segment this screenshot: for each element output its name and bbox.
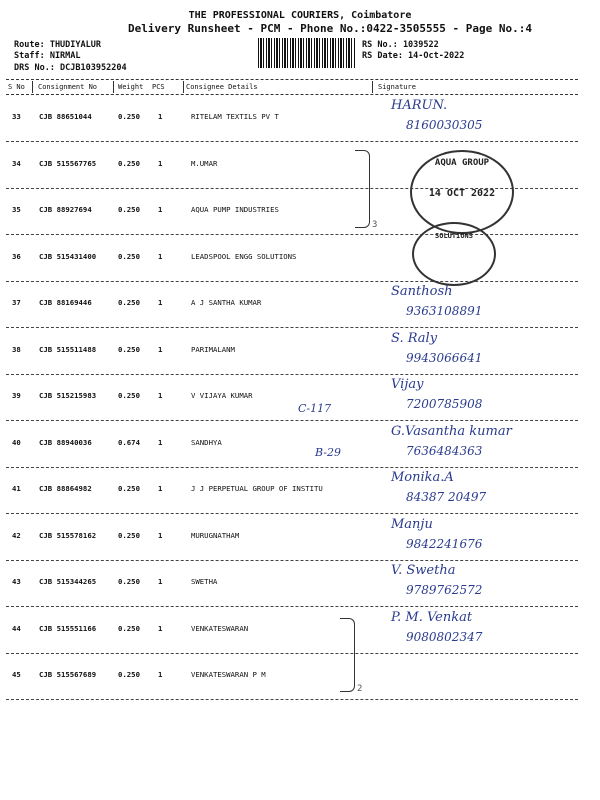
signature-name: Vijay [391,377,424,392]
col-signature: Signature [378,83,416,91]
leadspool-stamp: SOLUTIONS [412,222,496,286]
bracket-34-35 [355,150,370,228]
pcs: 1 [158,205,163,214]
pcs: 1 [158,623,163,633]
annotation-b29: B-29 [315,446,342,459]
weight: 0.250 [118,577,140,586]
weight: 0.674 [118,437,140,447]
signature-name: G.Vasantha kumar [391,423,512,439]
signature-phone: 84387 20497 [406,490,487,504]
weight: 0.250 [118,484,140,493]
sno: 39 [12,391,21,400]
signature-phone: 7636484363 [406,443,483,458]
col-consignee: Consignee Details [186,83,258,91]
consignee-name: MURUGNATHAM [191,530,240,540]
consignee-name: A J SANTHA KUMAR [191,298,262,307]
signature-phone: 9080802347 [406,629,483,644]
pcs: 1 [158,298,163,307]
signature-phone: 9943066641 [406,350,483,365]
route: Route: THUDIYALUR [14,40,101,50]
consignment-no: CJB 515578162 [39,530,97,540]
signature-phone: 8160030305 [406,118,483,132]
bracket-mark-b: 2 [357,684,363,694]
sno: 37 [12,298,21,307]
signature-phone: 9789762572 [406,583,483,597]
annotation-c117: C-117 [298,402,332,415]
pcs: 1 [158,577,163,586]
staff: Staff: NIRMAL [14,51,81,61]
consignee-name: PARIMALANM [191,344,235,354]
col-pcs: PCS [152,83,165,91]
consignee-name: LEADSPOOL ENGG SOLUTIONS [191,251,297,261]
weight: 0.250 [118,670,140,679]
rs-number: RS No.: 1039522 [362,40,439,50]
barcode [258,38,356,68]
weight: 0.250 [118,344,140,354]
table-row [6,282,578,328]
consignment-no: CJB 88651044 [39,112,92,121]
weight: 0.250 [118,530,140,540]
signature-name: Santhosh [391,284,453,299]
consignment-no: CJB 88927694 [39,205,92,214]
col-weight: Weight [118,83,144,91]
consignee-name: V VIJAYA KUMAR [191,391,253,400]
pcs: 1 [158,344,163,354]
table-row [6,515,578,561]
table-row [6,561,578,607]
weight: 0.250 [118,112,140,121]
weight: 0.250 [118,251,140,261]
pcs: 1 [158,251,163,261]
consignment-no: CJB 515551166 [39,623,97,633]
consignment-no: CJB 88169446 [39,298,92,307]
table-row [6,375,578,421]
consignment-no: CJB 88940036 [39,437,92,447]
signature-phone: 7200785908 [406,397,483,411]
signature-name: V. Swetha [391,563,456,578]
pcs: 1 [158,530,163,540]
runsheet-subtitle: Delivery Runsheet - PCM - Phone No.:0422-3505555 - Page No.:4 [128,22,532,35]
header-bottom-rule [6,94,578,95]
consignment-no: CJB 515215983 [39,391,97,400]
signature-name: S. Raly [391,330,438,346]
consignee-name: M.UMAR [191,158,218,168]
pcs: 1 [158,670,163,679]
sno: 35 [12,205,21,214]
weight: 0.250 [118,623,140,633]
signature-name: P. M. Venkat [391,609,473,625]
table-row [6,654,578,700]
drs-number: DRS No.: DCJB103952204 [14,63,127,73]
row-separator [6,699,578,700]
weight: 0.250 [118,298,140,307]
weight: 0.250 [118,391,140,400]
pcs: 1 [158,484,163,493]
bracket-mark-a: 3 [372,220,378,230]
weight: 0.250 [118,205,140,214]
sno: 38 [12,344,21,354]
consignee-name: SANDHYA [191,437,222,447]
signature-phone: 9842241676 [406,536,483,551]
consignee-name: AQUA PUMP INDUSTRIES [191,205,279,214]
header-top-rule [6,79,578,80]
pcs: 1 [158,437,163,447]
table-row [6,422,578,468]
sno: 40 [12,437,21,447]
sno: 45 [12,670,21,679]
sno: 36 [12,251,21,261]
sno: 34 [12,158,21,168]
consignment-no: CJB 515511488 [39,344,97,354]
sno: 43 [12,577,21,586]
weight: 0.250 [118,158,140,168]
consignee-name: RITELAM TEXTILS PV T [191,112,279,121]
runsheet-title: THE PROFESSIONAL COURIERS, Coimbatore [188,10,412,21]
pcs: 1 [158,391,163,400]
col-sno: S No [8,83,25,91]
col-consignment: Consignment No [38,83,98,91]
consignment-no: CJB 515567689 [39,670,97,679]
consignment-no: CJB 515431400 [39,251,97,261]
signature-name: HARUN. [391,98,448,113]
signature-name: Manju [391,516,433,532]
consignment-no: CJB 88864982 [39,484,92,493]
sno: 42 [12,530,21,540]
aqua-group-stamp: AQUA GROUP 14 OCT 2022 [410,150,514,234]
table-row [6,608,578,654]
sno: 41 [12,484,21,493]
consignment-no: CJB 515567765 [39,158,97,168]
consignee-name: J J PERPETUAL GROUP OF INSTITU [191,484,323,493]
table-row [6,96,578,142]
bracket-44-45 [340,618,355,692]
consignee-name: SWETHA [191,577,218,586]
sno: 44 [12,623,21,633]
consignment-no: CJB 515344265 [39,577,97,586]
consignee-name: VENKATESWARAN [191,623,249,633]
table-row [6,468,578,514]
signature-name: Monika.A [391,470,454,485]
signature-phone: 9363108891 [406,304,483,318]
rs-date: RS Date: 14-Oct-2022 [362,51,465,61]
consignee-name: VENKATESWARAN P M [191,670,266,679]
sno: 33 [12,112,21,121]
pcs: 1 [158,158,163,168]
table-row [6,329,578,375]
pcs: 1 [158,112,163,121]
